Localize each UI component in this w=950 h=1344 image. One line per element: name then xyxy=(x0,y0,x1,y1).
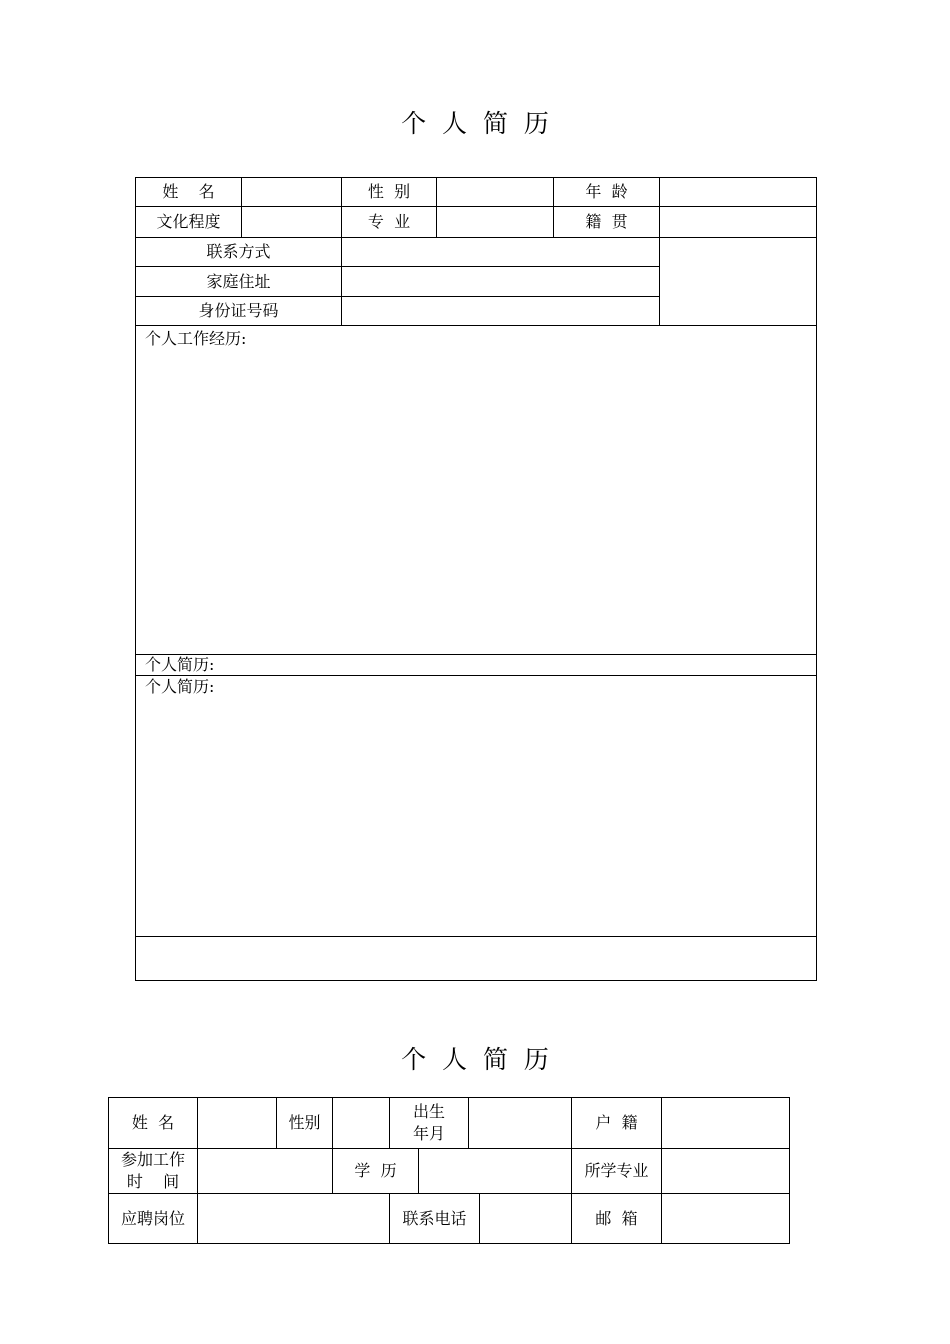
label-address: 家庭住址 xyxy=(206,271,271,291)
birth-field[interactable] xyxy=(469,1098,571,1148)
row-divider xyxy=(136,675,816,676)
address-field[interactable] xyxy=(342,267,659,296)
label-gender: 性别 xyxy=(288,1113,321,1132)
label-name: 姓 名 xyxy=(162,182,215,201)
resume-form-2 xyxy=(108,1097,790,1244)
major-field[interactable] xyxy=(662,1149,789,1193)
label-contact: 联系方式 xyxy=(206,242,271,261)
row-divider xyxy=(136,654,816,655)
position-field[interactable] xyxy=(198,1194,389,1243)
label-major: 所学专业 xyxy=(584,1161,649,1180)
work-history-field[interactable] xyxy=(136,350,816,654)
resume-field[interactable] xyxy=(136,698,816,936)
education-field[interactable] xyxy=(242,207,341,237)
label-work-history: 个人工作经历: xyxy=(145,329,247,348)
resume-form-1 xyxy=(135,177,817,981)
education-field[interactable] xyxy=(419,1149,571,1193)
label-name: 姓 名 xyxy=(131,1113,175,1132)
gender-field[interactable] xyxy=(437,178,553,206)
label-household: 户 籍 xyxy=(595,1113,638,1132)
label-work-start: 参加工作 时 间 xyxy=(120,1150,185,1191)
page-title-2: 个 人 简 历 xyxy=(401,1045,549,1074)
label-resume-heading: 个人简历: xyxy=(145,655,215,674)
email-field[interactable] xyxy=(662,1194,789,1243)
label-phone: 联系电话 xyxy=(402,1208,467,1228)
name-field[interactable] xyxy=(198,1098,276,1148)
label-education: 学 历 xyxy=(354,1161,397,1180)
contact-field[interactable] xyxy=(342,238,659,266)
major-field[interactable] xyxy=(437,207,553,237)
work-start-field[interactable] xyxy=(198,1149,332,1193)
page-title: 个 人 简 历 xyxy=(401,109,549,138)
native-place-field[interactable] xyxy=(660,207,816,237)
label-birth: 出生 年月 xyxy=(412,1102,445,1143)
label-age: 年 龄 xyxy=(585,182,628,201)
name-field[interactable] xyxy=(242,178,341,206)
label-email: 邮 箱 xyxy=(595,1208,638,1228)
photo-box[interactable] xyxy=(660,238,816,325)
phone-field[interactable] xyxy=(480,1194,571,1243)
label-gender: 性 别 xyxy=(367,182,411,201)
gender-field[interactable] xyxy=(333,1098,389,1148)
label-position: 应聘岗位 xyxy=(120,1208,185,1228)
footer-field[interactable] xyxy=(136,937,816,980)
household-field[interactable] xyxy=(662,1098,789,1148)
label-major: 专 业 xyxy=(367,212,411,231)
label-education: 文化程度 xyxy=(156,212,221,231)
label-id-number: 身份证号码 xyxy=(198,301,279,320)
row-divider xyxy=(136,325,816,326)
label-resume-body: 个人简历: xyxy=(145,677,215,696)
id-number-field[interactable] xyxy=(342,297,659,325)
age-field[interactable] xyxy=(660,178,816,206)
label-native-place: 籍 贯 xyxy=(585,212,628,231)
